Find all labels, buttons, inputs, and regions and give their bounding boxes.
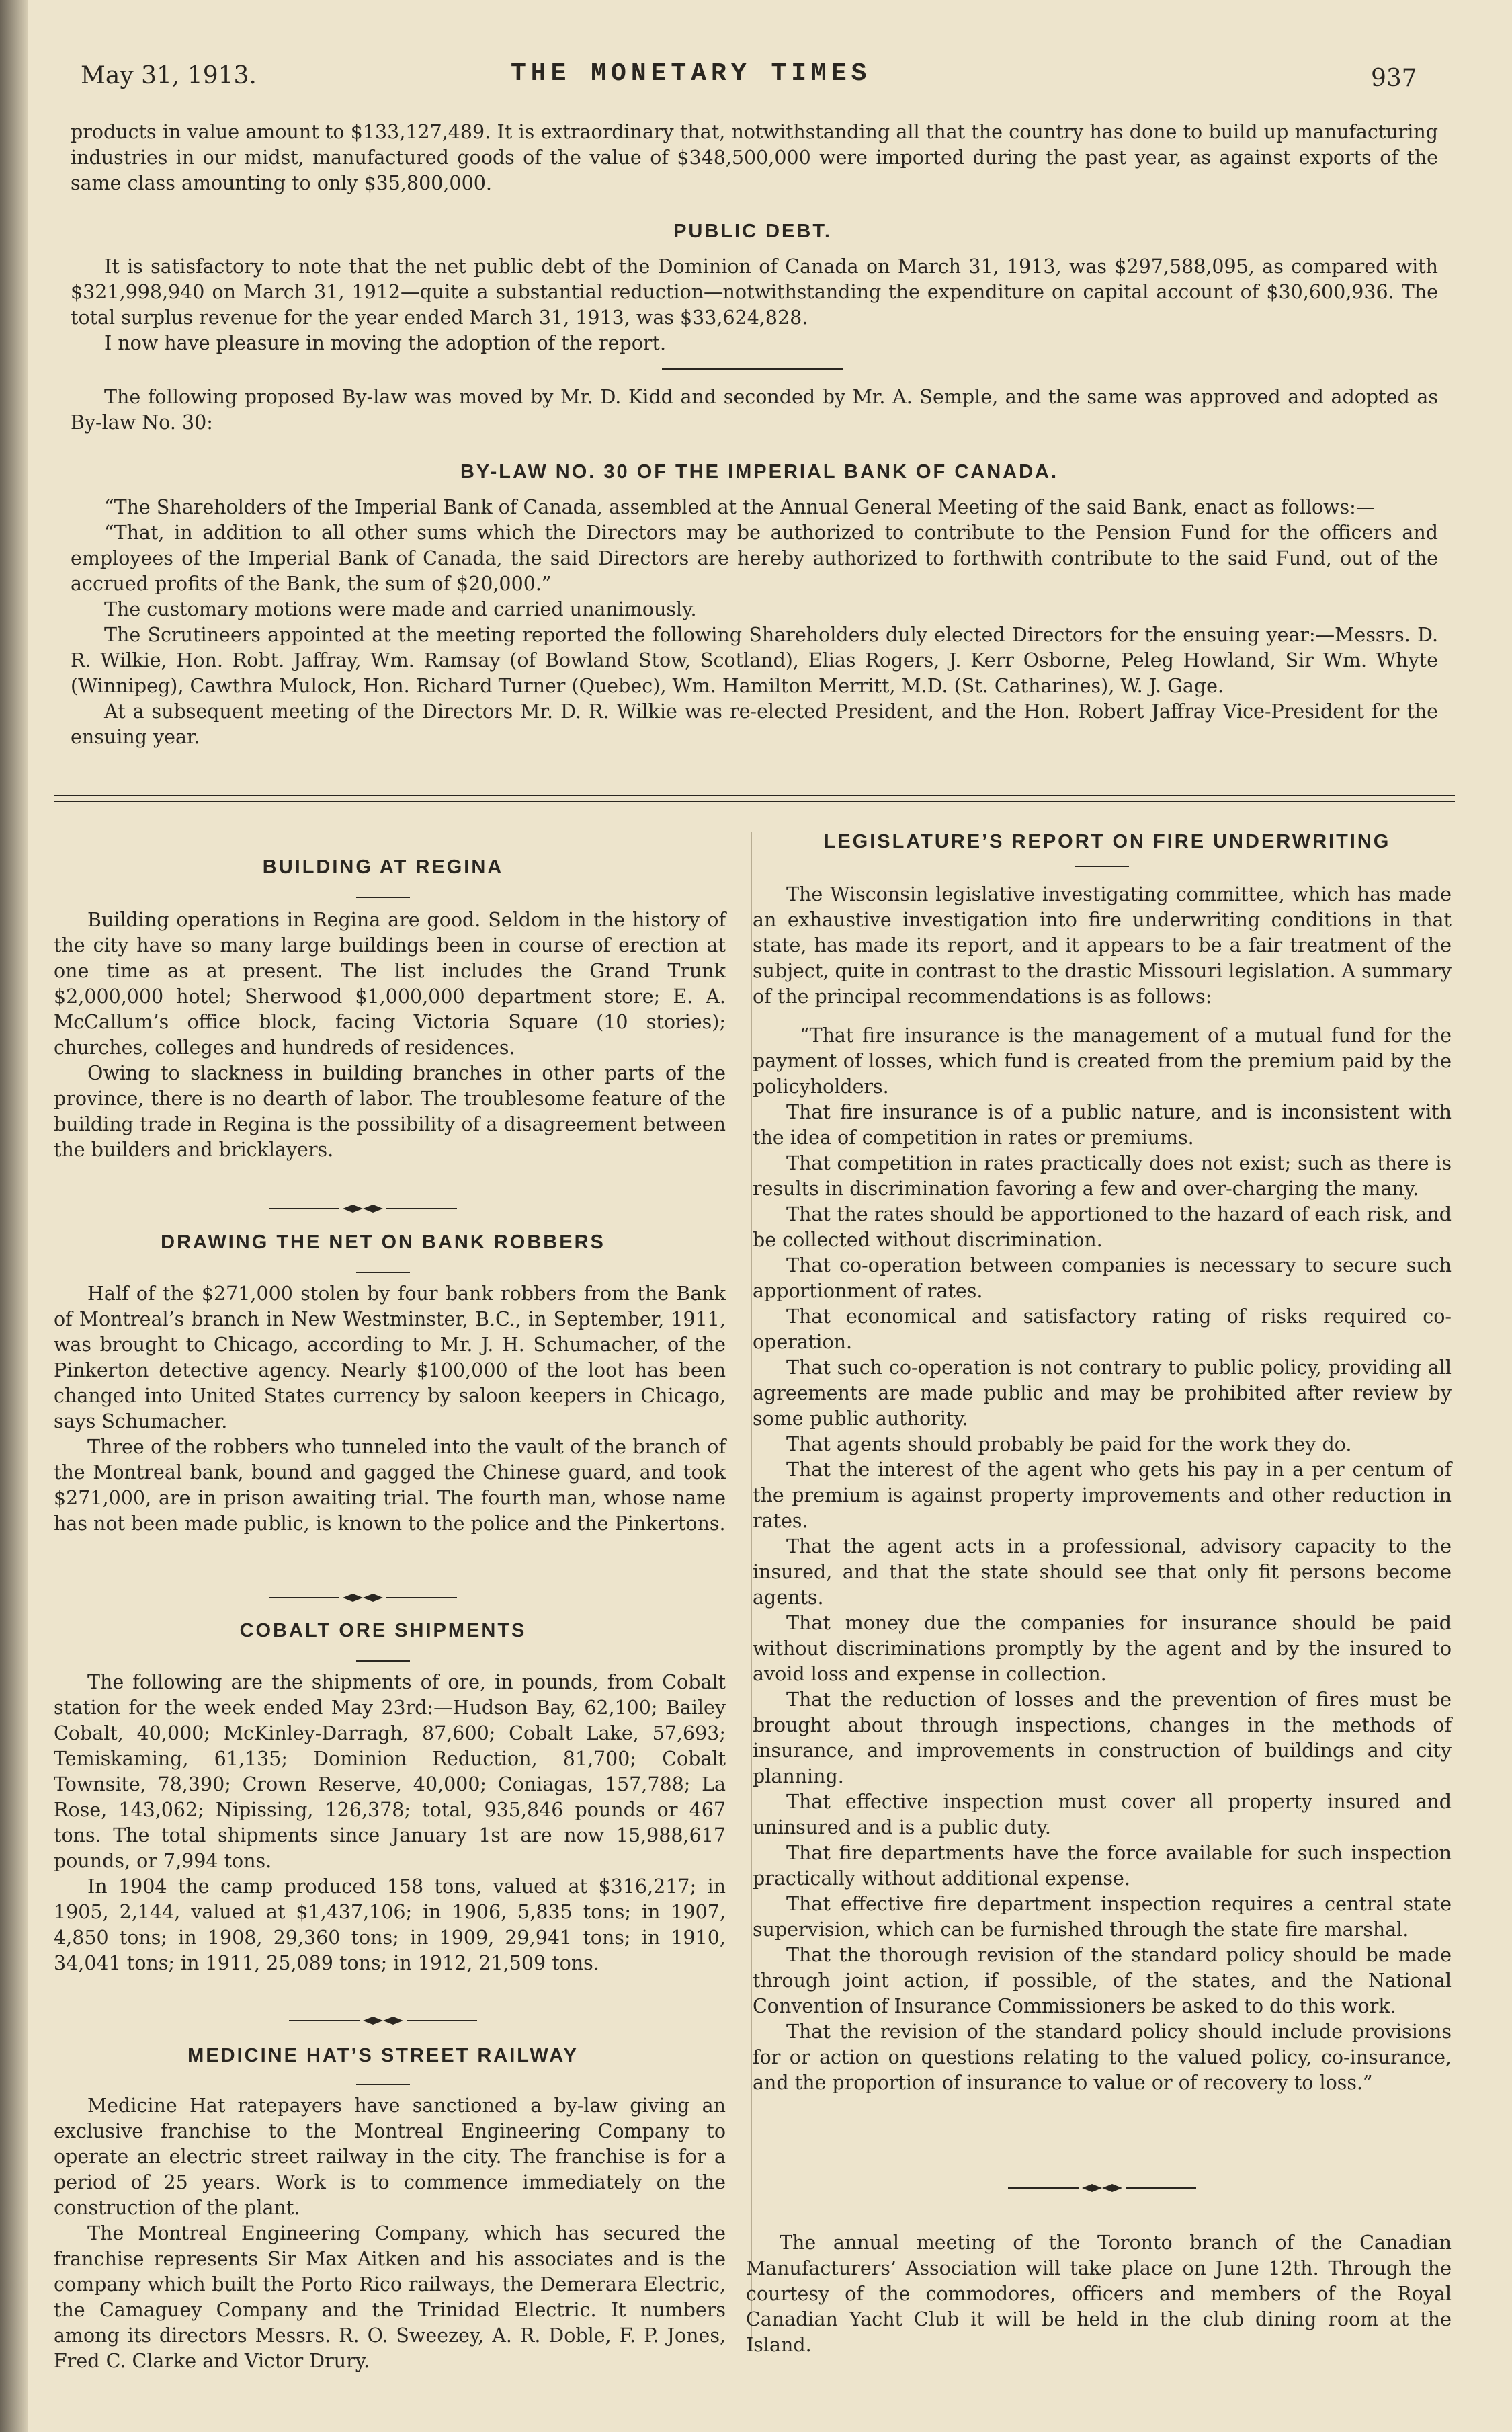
ornament-divider	[289, 2016, 477, 2025]
recommendation: That effective fire department inspection requires a central state supervision, which can be furnished through the state fire marshal.	[753, 1893, 1452, 1941]
issue-date: May 31, 1913.	[81, 62, 257, 89]
toronto-paragraph: The annual meeting of the Toronto branch of the Canadian Manufacturers’ Association will take place on June 12th. Through the courtesy of the commodores, officers and members of the Royal Canadian Yacht Club it will be held in the club dining room at the Island.	[746, 2232, 1452, 2356]
cobalt-paragraph-1: The following are the shipments of ore, in pounds, from Cobalt station for the week ended May 23rd:—Hudson Bay, 62,100; Bailey Cobalt, 40,000; McKinley-Darragh, 87,600; Cobalt Lake, 57,693; Temiskaming, 61,135; Dominion Reduction, 81,700; Cobalt Townsite, 78,390; Crown Reserve, 40,000; Coniagas, 157,788; La Rose, 143,062; Nipissing, 126,378; total, 935,846 pounds or 467 tons. The total shipments since January 1st are now 15,988,617 pounds, or 7,994 tons.	[54, 1671, 726, 1872]
bylaw-motions-paragraph: The customary motions were made and carried unanimously.	[104, 598, 697, 620]
recommendation: That the thorough revision of the standard policy should be made through joint action, if possible, of the states, and the National Convention of Insurance Commissioners be asked to do this work.	[753, 1944, 1452, 2017]
robbers-paragraph-2: Three of the robbers who tunneled into the vault of the branch of the Montreal bank, bound and gagged the Chinese guard, and took $271,000, are in prison awaiting trial. The fourth man, whose name has not been made public, is known to the police and the Pinkertons.	[54, 1436, 726, 1535]
recommendation: “That fire insurance is the management of a mutual fund for the payment of losses, which fund is created from the premium paid by the policyholders.	[753, 1024, 1452, 1098]
recommendation: That agents should probably be paid for the work they do.	[786, 1433, 1352, 1455]
toronto-notice	[746, 2230, 1452, 2358]
section-double-rule	[54, 795, 1455, 802]
recommendation: That the reduction of losses and the prevention of fires must be brought about through inspections, changes in the methods of insurance, and improvements in construction of buildings and city planning.	[753, 1689, 1452, 1787]
intro-paragraph: products in value amount to $133,127,489. It is extraordinary that, notwithstanding all that the country has done to build up manufacturing industries in our midst, manufactured goods of the value of $348,500,000 were imported during the past year, as against exports of the same class amounting to only $35,800,000.	[71, 121, 1438, 194]
robbers-paragraph-1: Half of the $271,000 stolen by four bank robbers from the Bank of Montreal’s branch in New Westminster, B.C., in September, 1911, was brought to Chicago, according to Mr. J. H. Schumacher, of the Pinkerton detective agency. Nearly $100,000 of the loot has been changed into United States currency by saloon keepers in Chicago, says Schumacher.	[54, 1283, 726, 1432]
regina-paragraph-2: Owing to slackness in building branches in other parts of the province, there is no dearth of labor. The troublesome feature of the building trade in Regina is the possibility of a disagreement between the builders and bricklayers.	[54, 1062, 726, 1161]
binding-shadow	[0, 0, 28, 2432]
column-separator	[751, 832, 752, 2351]
ornament-divider	[269, 1593, 457, 1603]
ornament-divider	[269, 1204, 457, 1213]
recommendation: That the agent acts in a professional, advisory capacity to the insured, and that the state should see that only fit persons become agents.	[753, 1535, 1452, 1609]
heading-underline	[356, 2084, 410, 2085]
recommendation: That such co-operation is not contrary to public policy, providing all agreements are made public and may be prohibited after review by some public authority.	[753, 1356, 1452, 1430]
recommendation: That co-operation between companies is necessary to secure such apportionment of rates.	[753, 1254, 1452, 1302]
recommendation: That effective inspection must cover all property insured and uninsured and is a public duty.	[753, 1791, 1452, 1838]
bylaw-pension-paragraph: “That, in addition to all other sums which the Directors may be authorized to contribute to the Pension Fund for the officers and employees of the Imperial Bank of Canada, the said Directors are hereby authorized to forthwith contribute to the said Fund, out of the accrued profits of the Bank, the sum of $20,000.”	[71, 522, 1438, 595]
recommendation: That fire departments have the force available for such inspection practically without additional expense.	[753, 1842, 1452, 1890]
bylaw-enact-paragraph: “The Shareholders of the Imperial Bank of Canada, assembled at the Annual General Meeting of the said Bank, enact as follows:—	[104, 496, 1376, 518]
recommendation: That the revision of the standard policy should include provisions for or action on questions relating to the valued policy, co-insurance, and the proportion of insurance to value or of recovery to loss.”	[753, 2021, 1452, 2094]
recommendation: That money due the companies for insurance should be paid without discriminations promptly by the agent and by the insured to avoid loss and expense in collection.	[753, 1612, 1452, 1685]
bylaw-intro-paragraph: The following proposed By-law was moved by Mr. D. Kidd and seconded by Mr. A. Semple, and the same was approved and adopted as By-law No. 30:	[71, 386, 1438, 434]
regina-paragraph-1: Building operations in Regina are good. Seldom in the history of the city have so many large buildings been in course of erection at one time as at present. The list includes the Grand Trunk $2,000,000 hotel; Sherwood $1,000,000 department store; E. A. McCallum’s office block, facing Victoria Square (10 stories); churches, colleges and hundreds of residences.	[54, 909, 726, 1059]
bylaw-directors-paragraph: The Scrutineers appointed at the meeting reported the following Shareholders duly elected Directors for the ensuing year:—Messrs. D. R. Wilkie, Hon. Robt. Jaffray, Wm. Ramsay (of Bowland Stow, Scotland), Elias Rogers, J. Kerr Osborne, Peleg Howland, Sir Wm. Whyte (Winnipeg), Cawthra Mulock, Hon. Richard Turner (Quebec), Wm. Hamilton Merritt, M.D. (St. Catharines), W. J. Gage.	[71, 624, 1438, 697]
bylaw-heading: BY-LAW NO. 30 OF THE IMPERIAL BANK OF CANADA.	[460, 461, 1059, 483]
medicine-hat-article	[54, 2093, 726, 2374]
fire-intro-paragraph: The Wisconsin legislative investigating committee, which has made an exhaustive investigation into fire underwriting conditions in that state, has made its report, and it appears to be a fair treatment of the subject, quite in contrast to the drastic Missouri legislation. A summary of the principal recommendations is as follows:	[753, 883, 1452, 1008]
bylaw-section	[71, 495, 1438, 750]
robbers-article	[54, 1281, 726, 1537]
bylaw-president-paragraph: At a subsequent meeting of the Directors Mr. D. R. Wilkie was re-elected President, and the Hon. Robert Jaffray Vice-President for the ensuing year.	[71, 700, 1438, 748]
heading-underline	[356, 897, 410, 898]
heading-underline	[356, 1660, 410, 1662]
recommendation: That economical and satisfactory rating of risks required co-operation.	[753, 1305, 1452, 1353]
adoption-paragraph: I now have pleasure in moving the adoption of the report.	[104, 332, 667, 354]
heading-underline	[1075, 866, 1129, 867]
heading-underline	[356, 1272, 410, 1273]
bylaw-intro-section	[71, 384, 1438, 436]
public-debt-paragraph: It is satisfactory to note that the net public debt of the Dominion of Canada on March 31, 1913, was $297,588,095, as compared with $321,998,940 on March 31, 1912—quite a substantial reduction—notwithstanding the expenditure on capital account of $30,600,936. The total surplus revenue for the year ended March 31, 1913, was $33,624,828.	[71, 255, 1438, 329]
medicine-hat-paragraph-1: Medicine Hat ratepayers have sanctioned a by-law giving an exclusive franchise to the Montreal Engineering Company to operate an electric street railway in the city. The franchise is for a period of 25 years. Work is to commence immediately on the construction of the plant.	[54, 2095, 726, 2219]
recommendation: That the rates should be apportioned to the hazard of each risk, and be collected without discrimination.	[753, 1203, 1452, 1251]
ornament-divider	[1008, 2183, 1196, 2193]
medicine-hat-heading: MEDICINE HAT’S STREET RAILWAY	[187, 2045, 579, 2066]
recommendation: That fire insurance is of a public nature, and is inconsistent with the idea of competition in rates or premiums.	[753, 1101, 1452, 1149]
cobalt-heading: COBALT ORE SHIPMENTS	[239, 1620, 527, 1641]
robbers-heading: DRAWING THE NET ON BANK ROBBERS	[161, 1231, 605, 1253]
fire-underwriting-article	[753, 882, 1452, 2096]
page-number: 937	[1371, 65, 1417, 92]
medicine-hat-paragraph-2: The Montreal Engineering Company, which has secured the franchise represents Sir Max Aitken and his associates and is the company which built the Porto Rico railways, the Demerara Electric, the Camaguey Company and the Trinidad Electric. It numbers among its directors Messrs. R. O. Sweezey, A. R. Doble, F. P. Jones, Fred C. Clarke and Victor Drury.	[54, 2222, 726, 2372]
cobalt-article	[54, 1670, 726, 1976]
recommendation: That the interest of the agent who gets his pay in a per centum of the premium is against property improvements and other reduction in rates.	[753, 1459, 1452, 1532]
regina-article	[54, 907, 726, 1163]
cobalt-paragraph-2: In 1904 the camp produced 158 tons, valued at $316,217; in 1905, 2,144, valued at $1,437,106; in 1906, 5,835 tons; in 1907, 4,850 tons; in 1908, 29,360 tons; in 1909, 29,941 tons; in 1910, 34,041 tons; in 1911, 25,089 tons; in 1912, 21,509 tons.	[54, 1875, 726, 1974]
regina-heading: BUILDING AT REGINA	[262, 856, 504, 878]
recommendation: That competition in rates practically does not exist; such as there is results in discrimination favoring a few and over-charging the many.	[753, 1152, 1452, 1200]
intro-section	[71, 120, 1438, 196]
public-debt-section	[71, 254, 1438, 356]
section-divider	[662, 368, 843, 370]
masthead-title: THE MONETARY TIMES	[511, 59, 872, 88]
fire-underwriting-heading: LEGISLATURE’S REPORT ON FIRE UNDERWRITING	[823, 831, 1391, 852]
public-debt-heading: PUBLIC DEBT.	[673, 220, 832, 242]
